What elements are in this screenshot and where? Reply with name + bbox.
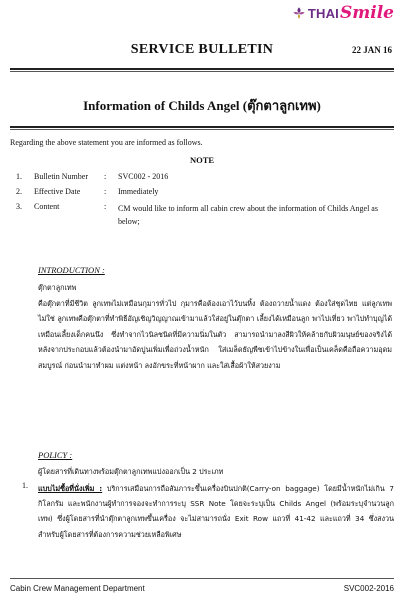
policy-item-number: 1. bbox=[22, 481, 28, 490]
note-heading: NOTE bbox=[189, 155, 215, 165]
divider bbox=[10, 129, 394, 130]
meta-row-effective-date bbox=[16, 187, 384, 197]
meta-number: 2. bbox=[16, 187, 22, 196]
meta-label: Content bbox=[34, 202, 60, 211]
bulletin-title: SERVICE BULLETIN bbox=[130, 42, 274, 57]
footer-bulletin-code: SVC002-2016 bbox=[343, 584, 394, 593]
policy-item-lead: แบบไม่ซื้อที่นั่งเพิ่ม : bbox=[38, 484, 103, 493]
policy-item bbox=[22, 481, 394, 542]
meta-row-bulletin-number bbox=[16, 172, 384, 182]
divider bbox=[10, 71, 394, 72]
orchid-logo-icon bbox=[292, 6, 306, 20]
subject-thai: (ตุ๊กตาลูกเทพ) bbox=[242, 98, 321, 113]
meta-colon: : bbox=[104, 202, 107, 211]
bulletin-meta-list bbox=[16, 172, 384, 233]
logo-smile-text: Smile bbox=[340, 3, 394, 23]
footer-divider bbox=[10, 578, 394, 579]
meta-colon: : bbox=[104, 172, 107, 181]
divider bbox=[10, 68, 394, 70]
meta-value: Immediately bbox=[118, 187, 159, 196]
meta-value: SVC002 - 2016 bbox=[118, 172, 169, 181]
subject-line bbox=[0, 95, 404, 116]
logo-thai-text: THAI bbox=[307, 5, 339, 21]
introduction-heading: INTRODUCTION : bbox=[38, 265, 105, 275]
meta-label: Effective Date bbox=[34, 187, 81, 196]
divider bbox=[10, 126, 394, 128]
policy-subheading: ผู้โดยสารที่เดินทางพร้อมตุ๊กตาลูกเทพแบ่งออกเป็น 2 ประเภท bbox=[38, 467, 224, 476]
policy-item-body: บริการเสมือนการถือสัมภาระขึ้นเครื่องบินปกติ(Carry-on baggage) โดยมีน้ำหนักไม่เกิน 7 กิโลกรัม และพนักงานผู้ทำการจองจะทำการระบุ SSR Note โดยจะระบุเป็น Childs Angel (พร้อมระบุจำนวนลูกเทพ) ซึ่งผู้โดยสารที่นำตุ๊กตาลูกเทพขึ้นเครื่อง จะไม่สามารถนั่ง Exit Row แถวที่ 41-42 และแถวที่ 34 ซึ่งสงวนสำหรับผู้โดยสารที่ต้องการความช่วยเหลือพิเศษ bbox=[38, 484, 394, 539]
meta-row-content bbox=[16, 202, 384, 228]
meta-value: CM would like to inform all cabin crew about the information of Childs Angel as below; bbox=[118, 204, 378, 226]
thai-smile-logo bbox=[292, 3, 394, 23]
footer-department: Cabin Crew Management Department bbox=[10, 584, 145, 593]
meta-number: 3. bbox=[16, 202, 22, 211]
meta-label: Bulletin Number bbox=[34, 172, 88, 181]
bulletin-date: 22 JAN 16 bbox=[352, 45, 392, 55]
meta-number: 1. bbox=[16, 172, 22, 181]
policy-heading: POLICY : bbox=[38, 450, 73, 460]
introduction-subheading: ตุ๊กตาลูกเทพ bbox=[38, 283, 77, 292]
meta-colon: : bbox=[104, 187, 107, 196]
introduction-body: คือตุ๊กตาที่มีชีวิต ลูกเทพไม่เหมือนกุมารทั่วไป กุมารคือต้องเอาไว้บนหิ้ง ต้องถวายน้ำแดง ต้องใส่ชุดไทย แต่ลูกเทพไม่ใช่ ลูกเทพคือตุ๊กตาที่ทำพิธีอัญเชิญวิญญาณเข้ามาแล้วใส่อยู่ในตุ๊กตา เลี้ยงได้เหมือนลูก พาไปเที่ยว พาไปทำบุญได้เหมือนเลี้ยงเด็กคนนึง ซึ่งทำจากไวนิลชนิดที่มีความนิ่มในตัว สามารถนำมาลงสีผิวให้คล้ายกับผิวมนุษย์ของจริงได้ หลังจากประกอบแล้วต้องนำมาอัดปูนเพิ่มเพื่อถ่วงน้ำหนัก ใส่เมล็ดธัญพืชเข้าไปข้างในเพื่อเป็นเคล็ดคือถือความอุดมสมบูรณ์ ก่อนนำมาทำผม แต่งหน้า ลงอักขระที่หน้าผาก และใส่เสื้อผ้าให้สวยงาม bbox=[38, 299, 392, 370]
policy-item-text bbox=[38, 481, 394, 542]
regarding-statement: Regarding the above statement you are informed as follows. bbox=[10, 138, 203, 147]
subject-english: Information of Childs Angel bbox=[83, 98, 243, 113]
